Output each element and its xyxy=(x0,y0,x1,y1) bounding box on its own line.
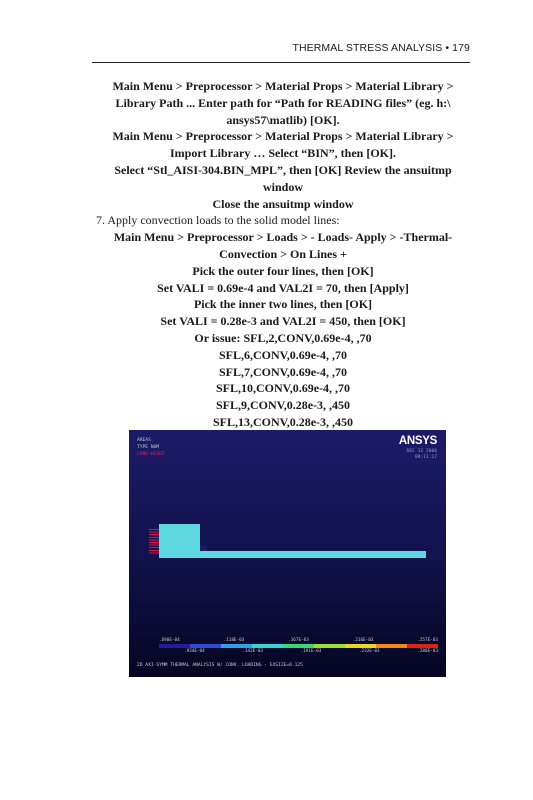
legend-label: .232E-03 xyxy=(358,649,380,654)
text-line: Set VALI = 0.69e-4 and VAL2I = 70, then [Apply] xyxy=(157,280,409,295)
instruction-text xyxy=(96,78,470,431)
legend-label: .191E-03 xyxy=(300,649,322,654)
legend-label: .257E-03 xyxy=(417,638,438,643)
text-line: Main Menu > Preprocessor > Loads > - Loads- Apply > -Thermal- xyxy=(113,230,453,245)
text-line: Convection > On Lines + xyxy=(219,246,347,261)
text-line: SFL,13,CONV,0.28e-3, ,450 xyxy=(212,414,354,429)
legend-label: .118E-03 xyxy=(223,638,245,643)
ansys-screenshot xyxy=(129,430,446,677)
legend-swatch xyxy=(345,644,376,648)
text-line: window xyxy=(262,179,303,194)
legend-label: .934E-04 xyxy=(184,649,205,654)
model-thick-section xyxy=(159,524,200,558)
text-line: Set VALI = 0.28e-3 and VAL2I = 450, then [OK] xyxy=(160,314,406,329)
text-line: Main Menu > Preprocessor > Material Props > Material Library > xyxy=(112,79,454,93)
legend-swatch xyxy=(190,644,221,648)
text-line: Pick the inner two lines, then [OK] xyxy=(193,297,373,312)
text-line: Close the ansuitmp window xyxy=(212,196,354,211)
ansys-logo: ANSYS xyxy=(398,435,437,447)
legend-label: .142E-03 xyxy=(242,649,264,654)
header-rule xyxy=(92,62,470,63)
model-thin-section xyxy=(200,551,426,558)
plot-caption: 2D AXI-SYMM THERMAL ANALYSIS W/ CONV. LOADING - EXSIZE=0.125 xyxy=(137,663,303,668)
legend-label: .690E-04 xyxy=(159,638,180,643)
legend-swatch xyxy=(314,644,345,648)
text-line: Or issue: SFL,2,CONV,0.69e-4, ,70 xyxy=(194,330,372,345)
legend-swatch xyxy=(252,644,283,648)
legend-label: .280E-03 xyxy=(417,649,438,654)
legend-label: .216E-03 xyxy=(352,638,374,643)
legend-swatch xyxy=(376,644,407,648)
legend-swatch xyxy=(283,644,314,648)
legend-bottom-labels xyxy=(184,649,438,654)
text-line: Library Path ... Enter path for “Path for READING files” (eg. h:\ xyxy=(115,95,451,110)
legend-label: .167E-03 xyxy=(288,638,309,643)
color-legend-bar xyxy=(159,644,438,648)
text-line: SFL,9,CONV,0.28e-3, ,450 xyxy=(215,398,351,413)
legend-swatch xyxy=(407,644,438,648)
text-line: Main Menu > Preprocessor > Material Props > Material Library > xyxy=(112,129,454,144)
plot-date: DEC 12 2000 09:11:17 xyxy=(406,449,437,460)
legend-swatch xyxy=(159,644,190,648)
text-line: Pick the outer four lines, then [OK] xyxy=(192,263,374,278)
plot-info-label: TYPE NUM xyxy=(137,445,160,450)
plot-info-label: CONV-HCOEF xyxy=(137,452,165,457)
text-line: SFL,7,CONV,0.69e-4, ,70 xyxy=(218,364,348,379)
text-line: ansys57\matlib) [OK]. xyxy=(226,112,340,127)
legend-top-labels xyxy=(159,638,438,643)
running-head: THERMAL STRESS ANALYSIS • 179 xyxy=(292,42,470,54)
text-line: Select “Stl_AISI-304.BIN_MPL”, then [OK] Review the ansuitmp xyxy=(114,162,452,177)
legend-swatch xyxy=(221,644,252,648)
step-item: 7. Apply convection loads to the solid model lines: xyxy=(96,213,340,228)
text-line: Import Library … Select “BIN”, then [OK]. xyxy=(170,146,396,161)
text-line: SFL,6,CONV,0.69e-4, ,70 xyxy=(218,347,348,362)
text-line: SFL,10,CONV,0.69e-4, ,70 xyxy=(215,381,351,396)
plot-info-label: AREAS xyxy=(137,438,151,443)
